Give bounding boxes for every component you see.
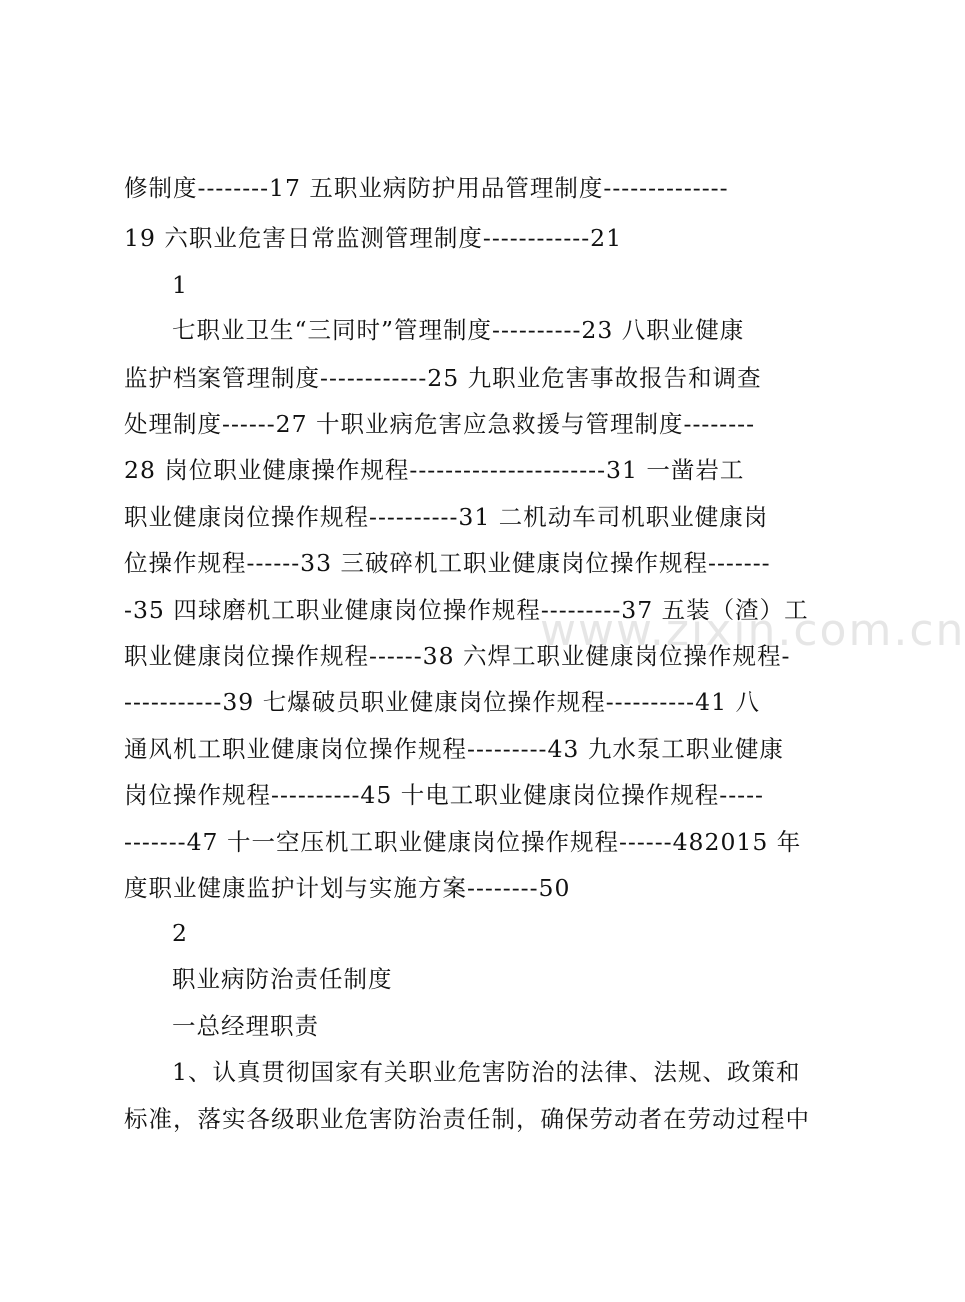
toc-line: 28 岗位职业健康操作规程----------------------31 一凿岩工 [124, 456, 745, 484]
toc-line: 七职业卫生“三同时”管理制度----------23 八职业健康 [172, 316, 745, 344]
toc-line: 监护档案管理制度------------25 九职业危害事故报告和调查 [124, 364, 762, 392]
toc-line: 位操作规程------33 三破碎机工职业健康岗位操作规程------- [124, 549, 771, 577]
page-number: 2 [172, 919, 188, 947]
toc-line: 通风机工职业健康岗位操作规程---------43 九水泵工职业健康 [124, 735, 784, 763]
toc-line: 修制度--------17 五职业病防护用品管理制度-------------- [124, 174, 729, 202]
body-paragraph: 标准，落实各级职业危害防治责任制，确保劳动者在劳动过程中 [124, 1105, 810, 1133]
page-number: 1 [172, 271, 188, 299]
watermark: www.zixin.com.cn [540, 605, 965, 656]
subsection-title: 一总经理职责 [172, 1012, 319, 1040]
toc-line: 岗位操作规程----------45 十电工职业健康岗位操作规程----- [124, 781, 764, 809]
toc-line: 度职业健康监护计划与实施方案--------50 [124, 874, 571, 902]
toc-line: 处理制度------27 十职业病危害应急救援与管理制度-------- [124, 410, 756, 438]
toc-line: 职业健康岗位操作规程------38 六焊工职业健康岗位操作规程- [124, 642, 791, 670]
toc-line: 19 六职业危害日常监测管理制度------------21 [124, 224, 623, 252]
body-paragraph: 1、认真贯彻国家有关职业危害防治的法律、法规、政策和 [172, 1058, 801, 1086]
toc-line: -35 四球磨机工职业健康岗位操作规程---------37 五装（渣）工 [124, 596, 809, 624]
toc-line: -----------39 七爆破员职业健康岗位操作规程----------41 八 [124, 688, 760, 716]
toc-line: 职业健康岗位操作规程----------31 二机动车司机职业健康岗 [124, 503, 769, 531]
toc-line: -------47 十一空压机工职业健康岗位操作规程------482015 年 [124, 828, 802, 856]
section-title: 职业病防治责任制度 [172, 965, 393, 993]
